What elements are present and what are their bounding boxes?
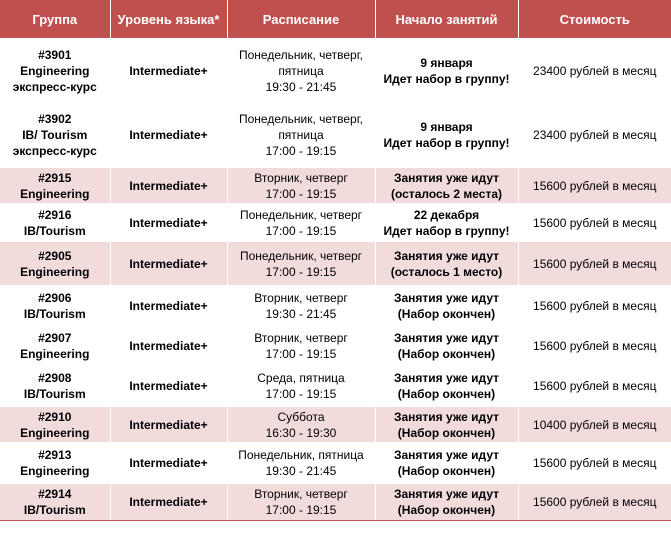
cell-price: 23400 рублей в месяц: [518, 39, 671, 103]
cell-price: 15600 рублей в месяц: [518, 483, 671, 520]
cell-line: 17:00 - 19:15: [265, 264, 337, 279]
cell-start: [375, 167, 518, 204]
table-row: [0, 326, 671, 366]
cell-level: Intermediate+: [110, 241, 227, 286]
cell-schedule: [227, 241, 375, 286]
cell-line: #3901: [38, 48, 72, 62]
cell-level: Intermediate+: [110, 204, 227, 241]
cell-group: [0, 39, 110, 103]
cell-line: Engineering: [20, 425, 90, 440]
cell-line: Занятия уже идут: [393, 486, 500, 501]
cell-line: Занятия уже идут: [393, 409, 500, 424]
table-row: [0, 366, 671, 406]
cell-line: #2910: [38, 409, 72, 424]
cell-line: 19:30 - 21:45: [265, 464, 337, 478]
cell-level: Intermediate+: [110, 366, 227, 406]
cell-group: [0, 406, 110, 443]
cell-line: IB/Tourism: [23, 223, 86, 238]
table-row: [0, 443, 671, 483]
cell-line: 17:00 - 19:15: [265, 186, 337, 201]
cell-line: Понедельник, четверг,: [239, 112, 363, 126]
cell-line: пятница: [278, 64, 324, 78]
table-row: [0, 483, 671, 520]
table-row: [0, 103, 671, 167]
cell-price: 15600 рублей в месяц: [518, 443, 671, 483]
cell-line: Engineering: [20, 64, 90, 78]
cell-line: Суббота: [277, 409, 325, 424]
table-row: [0, 167, 671, 204]
cell-level: Intermediate+: [110, 167, 227, 204]
cell-line: IB/Tourism: [23, 502, 86, 517]
cell-start: [375, 39, 518, 103]
cell-schedule: [227, 443, 375, 483]
cell-line: Занятия уже идут: [393, 291, 500, 305]
cell-level: Intermediate+: [110, 39, 227, 103]
cell-level: Intermediate+: [110, 286, 227, 326]
column-header-schedule: Расписание: [227, 0, 375, 39]
cell-level: Intermediate+: [110, 443, 227, 483]
cell-level: Intermediate+: [110, 406, 227, 443]
cell-schedule: [227, 167, 375, 204]
cell-group: [0, 286, 110, 326]
cell-start: [375, 286, 518, 326]
cell-line: IB/Tourism: [23, 307, 86, 321]
cell-line: Занятия уже идут: [393, 248, 500, 263]
cell-group: [0, 366, 110, 406]
cell-line: #2914: [38, 486, 72, 501]
cell-start: [375, 204, 518, 241]
cell-line: 17:00 - 19:15: [265, 223, 337, 238]
cell-line: Среда, пятница: [257, 371, 345, 385]
cell-line: Понедельник, четверг: [239, 207, 363, 222]
cell-line: 17:00 - 19:15: [265, 387, 337, 401]
cell-line: Понедельник, четверг,: [239, 48, 363, 62]
cell-price: 15600 рублей в месяц: [518, 204, 671, 241]
cell-line: Понедельник, четверг: [239, 248, 363, 263]
cell-group: [0, 326, 110, 366]
cell-price: 10400 рублей в месяц: [518, 406, 671, 443]
cell-line: (Набор окончен): [397, 464, 496, 478]
table-row: [0, 39, 671, 103]
cell-line: 17:00 - 19:15: [265, 502, 337, 517]
cell-schedule: [227, 483, 375, 520]
cell-line: Вторник, четверг: [254, 331, 348, 345]
cell-line: Занятия уже идут: [393, 371, 500, 385]
cell-line: (Набор окончен): [397, 307, 496, 321]
cell-line: (Набор окончен): [397, 502, 496, 517]
cell-group: [0, 443, 110, 483]
cell-line: 17:00 - 19:15: [265, 144, 337, 158]
cell-line: 9 января: [420, 120, 473, 134]
cell-line: 17:00 - 19:15: [265, 347, 337, 361]
cell-price: 15600 рублей в месяц: [518, 241, 671, 286]
cell-line: Занятия уже идут: [393, 448, 500, 462]
cell-schedule: [227, 39, 375, 103]
cell-price: 15600 рублей в месяц: [518, 286, 671, 326]
cell-start: [375, 483, 518, 520]
cell-line: (осталось 1 место): [390, 264, 503, 279]
cell-group: [0, 241, 110, 286]
cell-line: #2915: [38, 170, 72, 185]
cell-level: Intermediate+: [110, 326, 227, 366]
cell-price: 23400 рублей в месяц: [518, 103, 671, 167]
column-header-price: Стоимость: [518, 0, 671, 39]
cell-start: [375, 326, 518, 366]
cell-price: 15600 рублей в месяц: [518, 167, 671, 204]
cell-line: Вторник, четверг: [254, 486, 348, 501]
table-body: [0, 39, 671, 520]
column-header-group: Группа: [0, 0, 110, 39]
cell-line: 19:30 - 21:45: [265, 307, 337, 321]
cell-schedule: [227, 103, 375, 167]
cell-start: [375, 241, 518, 286]
cell-line: 19:30 - 21:45: [265, 80, 337, 94]
cell-group: [0, 483, 110, 520]
cell-level: Intermediate+: [110, 483, 227, 520]
cell-price: 15600 рублей в месяц: [518, 326, 671, 366]
cell-line: 22 декабря: [413, 207, 480, 222]
cell-line: IB/Tourism: [23, 387, 86, 401]
cell-line: Идет набор в группу!: [383, 223, 510, 238]
cell-line: экспресс-курс: [12, 144, 97, 158]
cell-start: [375, 103, 518, 167]
cell-line: экспресс-курс: [12, 80, 97, 94]
cell-line: Идет набор в группу!: [383, 72, 510, 86]
cell-start: [375, 406, 518, 443]
cell-schedule: [227, 326, 375, 366]
cell-group: [0, 103, 110, 167]
cell-line: Engineering: [20, 186, 90, 201]
cell-line: #2908: [38, 371, 72, 385]
table-row: [0, 241, 671, 286]
cell-line: IB/ Tourism: [22, 128, 88, 142]
cell-line: Вторник, четверг: [254, 170, 348, 185]
cell-line: 16:30 - 19:30: [265, 425, 337, 440]
cell-schedule: [227, 366, 375, 406]
cell-line: #2913: [38, 448, 72, 462]
column-header-start: Начало занятий: [375, 0, 518, 39]
table-row: [0, 286, 671, 326]
cell-line: Engineering: [20, 464, 90, 478]
table-row: [0, 406, 671, 443]
table-header-row: [0, 0, 671, 39]
column-header-level: Уровень языка*: [110, 0, 227, 39]
cell-start: [375, 366, 518, 406]
cell-price: 15600 рублей в месяц: [518, 366, 671, 406]
cell-line: #2907: [38, 331, 72, 345]
cell-line: Идет набор в группу!: [383, 136, 510, 150]
cell-line: Engineering: [20, 264, 90, 279]
cell-line: Engineering: [20, 347, 90, 361]
cell-group: [0, 167, 110, 204]
cell-level: Intermediate+: [110, 103, 227, 167]
cell-line: Вторник, четверг: [254, 291, 348, 305]
cell-schedule: [227, 204, 375, 241]
cell-group: [0, 204, 110, 241]
cell-line: (Набор окончен): [397, 425, 496, 440]
cell-start: [375, 443, 518, 483]
cell-line: #2905: [38, 248, 72, 263]
cell-line: #2916: [38, 207, 72, 222]
cell-schedule: [227, 286, 375, 326]
cell-line: 9 января: [420, 56, 473, 70]
cell-line: Занятия уже идут: [393, 331, 500, 345]
cell-line: #2906: [38, 291, 72, 305]
table-row: [0, 204, 671, 241]
cell-schedule: [227, 406, 375, 443]
cell-line: (Набор окончен): [397, 347, 496, 361]
cell-line: #3902: [38, 112, 72, 126]
cell-line: (осталось 2 места): [390, 186, 503, 201]
cell-line: (Набор окончен): [397, 387, 496, 401]
cell-line: пятница: [278, 128, 324, 142]
cell-line: Занятия уже идут: [393, 170, 500, 185]
cell-line: Понедельник, пятница: [238, 448, 364, 462]
